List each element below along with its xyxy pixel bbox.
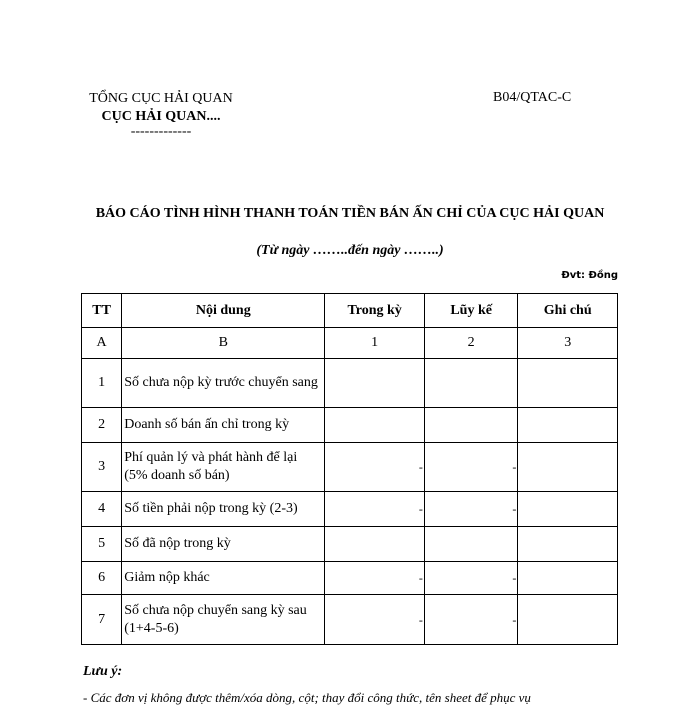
- current-period-cell[interactable]: [325, 562, 425, 595]
- cell-value: -: [512, 571, 517, 585]
- cumulative-cell[interactable]: [424, 527, 518, 562]
- current-period-cell[interactable]: [325, 527, 425, 562]
- row-content: Phí quản lý và phát hành để lại (5% doanh số bán): [122, 443, 325, 492]
- cumulative-cell[interactable]: [424, 443, 518, 492]
- current-period-cell[interactable]: [325, 595, 425, 645]
- row-number: 7: [82, 595, 122, 645]
- table-row: [82, 527, 618, 562]
- form-code: B04/QTAC-C: [493, 90, 572, 105]
- notes-cell[interactable]: [518, 359, 618, 408]
- notes-cell[interactable]: [518, 443, 618, 492]
- table-row: [82, 443, 618, 492]
- org-line-2: CỤC HẢI QUAN....: [101, 109, 221, 124]
- current-period-cell[interactable]: [325, 359, 425, 408]
- table-header-row: [82, 294, 618, 328]
- cell-value: -: [418, 612, 423, 627]
- row-content: Giảm nộp khác: [122, 562, 325, 595]
- column-header-content: Nội dung: [122, 294, 325, 328]
- cell-value: -: [512, 502, 517, 516]
- issuing-organization: [86, 90, 236, 138]
- table-row: [82, 408, 618, 443]
- row-number: 6: [82, 562, 122, 595]
- notes-cell[interactable]: [518, 408, 618, 443]
- cumulative-cell[interactable]: [424, 562, 518, 595]
- index-cell: 2: [424, 328, 518, 359]
- note-text: - Các đơn vị không được thêm/xóa dòng, cột; thay đổi công thức, tên sheet để phục vụ: [83, 690, 531, 705]
- cumulative-cell[interactable]: [424, 492, 518, 527]
- cell-value: -: [512, 612, 517, 627]
- cumulative-cell[interactable]: [424, 595, 518, 645]
- notes-cell[interactable]: [518, 595, 618, 645]
- cell-value: -: [418, 502, 423, 516]
- row-number: 2: [82, 408, 122, 443]
- table-row: [82, 595, 618, 645]
- notes-cell[interactable]: [518, 527, 618, 562]
- column-header-cumulative: Lũy kế: [424, 294, 518, 328]
- index-cell: 1: [325, 328, 425, 359]
- report-title: BÁO CÁO TÌNH HÌNH THANH TOÁN TIỀN BÁN ẤN CHỈ CỦA CỤC HẢI QUAN: [95, 206, 605, 221]
- column-header-notes: Ghi chú: [518, 294, 618, 328]
- column-header-tt: TT: [82, 294, 122, 328]
- index-cell: B: [122, 328, 325, 359]
- row-number: 4: [82, 492, 122, 527]
- notes-cell[interactable]: [518, 562, 618, 595]
- cell-value: -: [512, 460, 517, 474]
- row-content: Số tiền phải nộp trong kỳ (2-3): [122, 492, 325, 527]
- index-cell: A: [82, 328, 122, 359]
- current-period-cell[interactable]: [325, 408, 425, 443]
- cell-value: -: [418, 460, 423, 474]
- row-content: Doanh số bán ấn chỉ trong kỳ: [122, 408, 325, 443]
- row-content: Số chưa nộp kỳ trước chuyển sang: [122, 359, 325, 408]
- note-label: Lưu ý:: [83, 664, 123, 679]
- row-content: Số đã nộp trong kỳ: [122, 527, 325, 562]
- table-row: [82, 492, 618, 527]
- column-index-row: [82, 328, 618, 359]
- cumulative-cell[interactable]: [424, 359, 518, 408]
- org-rule: -------------: [130, 124, 192, 139]
- currency-unit: Đvt: Đồng: [561, 270, 618, 281]
- column-header-current-period: Trong kỳ: [325, 294, 425, 328]
- cumulative-cell[interactable]: [424, 408, 518, 443]
- notes-cell[interactable]: [518, 492, 618, 527]
- table-row: [82, 562, 618, 595]
- cell-value: -: [418, 571, 423, 585]
- table-row: [82, 359, 618, 408]
- row-number: 5: [82, 527, 122, 562]
- current-period-cell[interactable]: [325, 443, 425, 492]
- row-number: 1: [82, 359, 122, 408]
- org-line-1: TỔNG CỤC HẢI QUAN: [89, 91, 233, 106]
- index-cell: 3: [518, 328, 618, 359]
- current-period-cell[interactable]: [325, 492, 425, 527]
- report-period: (Từ ngày ……..đến ngày ……..): [256, 243, 444, 258]
- row-content: Số chưa nộp chuyển sang kỳ sau (1+4-5-6): [122, 595, 325, 645]
- report-table: [81, 293, 618, 645]
- row-number: 3: [82, 443, 122, 492]
